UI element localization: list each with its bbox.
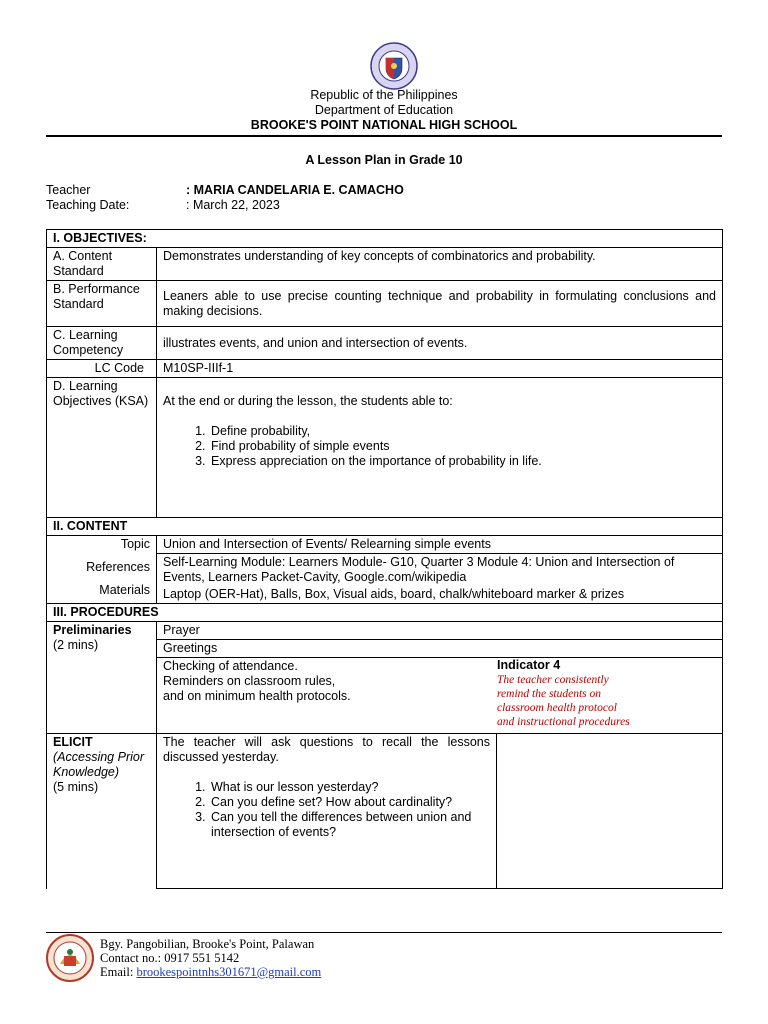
footer-email-link[interactable]: brookespointnhs301671@gmail.com (136, 965, 322, 979)
footer-address: Bgy. Pangobilian, Brooke's Point, Palawan (100, 937, 315, 951)
lc-code-value: M10SP-IIIf-1 (157, 360, 723, 378)
attendance-line: Checking of attendance. (163, 659, 298, 673)
teaching-date: : March 22, 2023 (186, 198, 280, 212)
references-value: Self-Learning Module: Learners Module- G10, Quarter 3 Module 4: Union and Intersection of Events, Learners Packet-Cavity, Google.com/wikipedia (163, 555, 675, 584)
elicit-time: (5 mins) (53, 780, 99, 794)
indicator-line: classroom health protocol (497, 702, 617, 714)
teacher-label: Teacher (46, 183, 91, 197)
content-values (157, 536, 723, 604)
topic-value: Union and Intersection of Events/ Relearning simple events (157, 536, 722, 554)
content-standard-label: A. Content Standard (47, 248, 157, 281)
objectives-heading: I. OBJECTIVES: (47, 230, 723, 248)
elicit-notes (497, 734, 723, 889)
page-title: A Lesson Plan in Grade 10 (305, 153, 463, 167)
header-republic: Republic of the Philippines (310, 88, 458, 102)
attendance-line: and on minimum health protocols. (163, 689, 351, 703)
footer-email-row (100, 965, 321, 979)
ksa-intro: At the end or during the lesson, the students able to: (163, 394, 453, 408)
content-heading: II. CONTENT (47, 518, 723, 536)
indicator-line: The teacher consistently (497, 674, 609, 686)
performance-standard-label: B. Performance Standard (47, 281, 157, 327)
ksa-list (163, 424, 716, 469)
preliminaries-time: (2 mins) (53, 638, 99, 652)
indicator-line: remind the students on (497, 688, 602, 700)
preliminaries-cell (47, 622, 157, 658)
performance-standard-value: Leaners able to use precise counting technique and probability in formulating conclusions and making decisions. (157, 281, 723, 327)
ksa-item: 3. Express appreciation on the importance of probability in life. (209, 454, 716, 469)
header-divider (46, 135, 722, 137)
elicit-item: 2. Can you define set? How about cardinality? (209, 795, 490, 810)
attendance-cell (157, 658, 723, 734)
footer-divider (46, 932, 722, 933)
references-label: References (86, 560, 150, 574)
ksa-item: 2. Find probability of simple events (209, 439, 716, 454)
lc-code-label: LC Code (47, 360, 157, 378)
lesson-plan-table (46, 229, 723, 889)
materials-label: Materials (99, 583, 150, 597)
topic-label (47, 536, 157, 604)
ksa-item: 1. Define probability, (209, 424, 716, 439)
school-seal (46, 934, 94, 982)
header-school: BROOKE'S POINT NATIONAL HIGH SCHOOL (250, 118, 518, 132)
preliminaries-items (157, 622, 723, 658)
indicator-title: Indicator 4 (497, 658, 561, 672)
elicit-sub: (Accessing Prior Knowledge) (53, 750, 144, 779)
elicit-content (157, 734, 497, 889)
ksa-label: D. Learning Objectives (KSA) (47, 378, 157, 518)
ksa-cell (157, 378, 723, 518)
indicator-line: and instructional procedures (497, 716, 630, 728)
attendance-line: Reminders on classroom rules, (163, 674, 336, 688)
elicit-item: 3. Can you tell the differences between union and intersection of events? (209, 810, 490, 840)
header-department: Department of Education (314, 103, 454, 117)
greetings: Greetings (163, 641, 218, 655)
procedures-heading: III. PROCEDURES (47, 604, 723, 622)
preliminaries-label: Preliminaries (53, 623, 132, 637)
elicit-list (163, 780, 490, 840)
preliminaries-spacer (47, 658, 157, 734)
footer-contact: Contact no.: 0917 551 5142 (100, 951, 240, 965)
competency-label: C. Learning Competency (47, 327, 157, 360)
materials-value: Laptop (OER-Hat), Balls, Box, Visual aids, board, chalk/whiteboard marker & prizes (163, 587, 625, 601)
topic-label-text: Topic (120, 537, 150, 551)
deped-seal (370, 42, 418, 90)
date-label: Teaching Date: (46, 198, 130, 212)
elicit-cell (47, 734, 157, 889)
elicit-label: ELICIT (53, 735, 93, 749)
elicit-item: 1. What is our lesson yesterday? (209, 780, 490, 795)
content-standard-value: Demonstrates understanding of key concepts of combinatorics and probability. (157, 248, 723, 281)
competency-value: illustrates events, and union and intersection of events. (157, 327, 723, 360)
elicit-intro: The teacher will ask questions to recall the lessons discussed yesterday. (163, 735, 490, 764)
prayer: Prayer (157, 622, 722, 640)
footer-email-label: Email: (100, 965, 137, 979)
teacher-name: : MARIA CANDELARIA E. CAMACHO (186, 183, 404, 197)
